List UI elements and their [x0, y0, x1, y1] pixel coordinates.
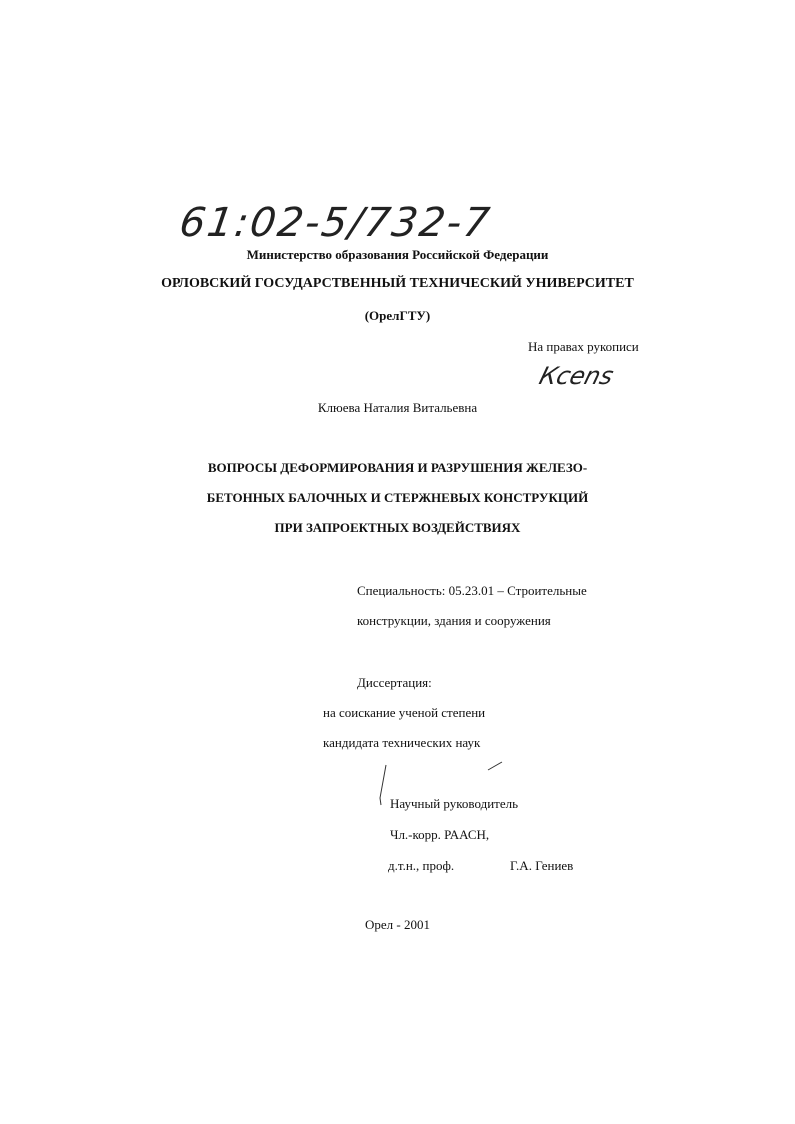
supervisor-degree: д.т.н., проф. [388, 858, 455, 873]
city-year: Орел - 2001 [365, 917, 430, 932]
supervisor-name: Г.А. Гениев [510, 858, 574, 873]
author-signature [536, 362, 616, 390]
archive-stamp [177, 200, 494, 246]
university-abbr: (ОрелГТУ) [364, 308, 431, 323]
dissertation-label: Диссертация: [357, 675, 432, 690]
specialty-line-1: Специальность: 05.23.01 – Строительные [357, 583, 587, 598]
archive-stamp-text: 61:02-5/732-7 [176, 200, 495, 246]
specialty-line-2: конструкции, здания и сооружения [357, 613, 551, 628]
title-line-1: ВОПРОСЫ ДЕФОРМИРОВАНИЯ И РАЗРУШЕНИЯ ЖЕЛЕЗО- [207, 460, 588, 475]
dissertation-degree-line-2: кандидата технических наук [323, 735, 481, 750]
pen-tick [488, 762, 502, 770]
pen-stroke [380, 765, 386, 805]
rights-label: На правах рукописи [528, 339, 639, 354]
university-name: ОРЛОВСКИЙ ГОСУДАРСТВЕННЫЙ ТЕХНИЧЕСКИЙ УНИВЕРСИТЕТ [161, 276, 634, 291]
supervisor-label: Научный руководитель [390, 796, 519, 811]
title-line-2: БЕТОННЫХ БАЛОЧНЫХ И СТЕРЖНЕВЫХ КОНСТРУКЦИЙ [206, 490, 589, 505]
author-signature-text: Ксеns [536, 362, 617, 390]
author-name: Клюева Наталия Витальевна [317, 400, 478, 415]
dissertation-degree-line-1: на соискание ученой степени [323, 705, 486, 720]
supervisor-rank: Чл.-корр. РААСН, [390, 827, 490, 842]
title-line-3: ПРИ ЗАПРОЕКТНЫХ ВОЗДЕЙСТВИЯХ [274, 520, 521, 535]
ministry-line: Министерство образования Российской Федерации [246, 247, 549, 262]
